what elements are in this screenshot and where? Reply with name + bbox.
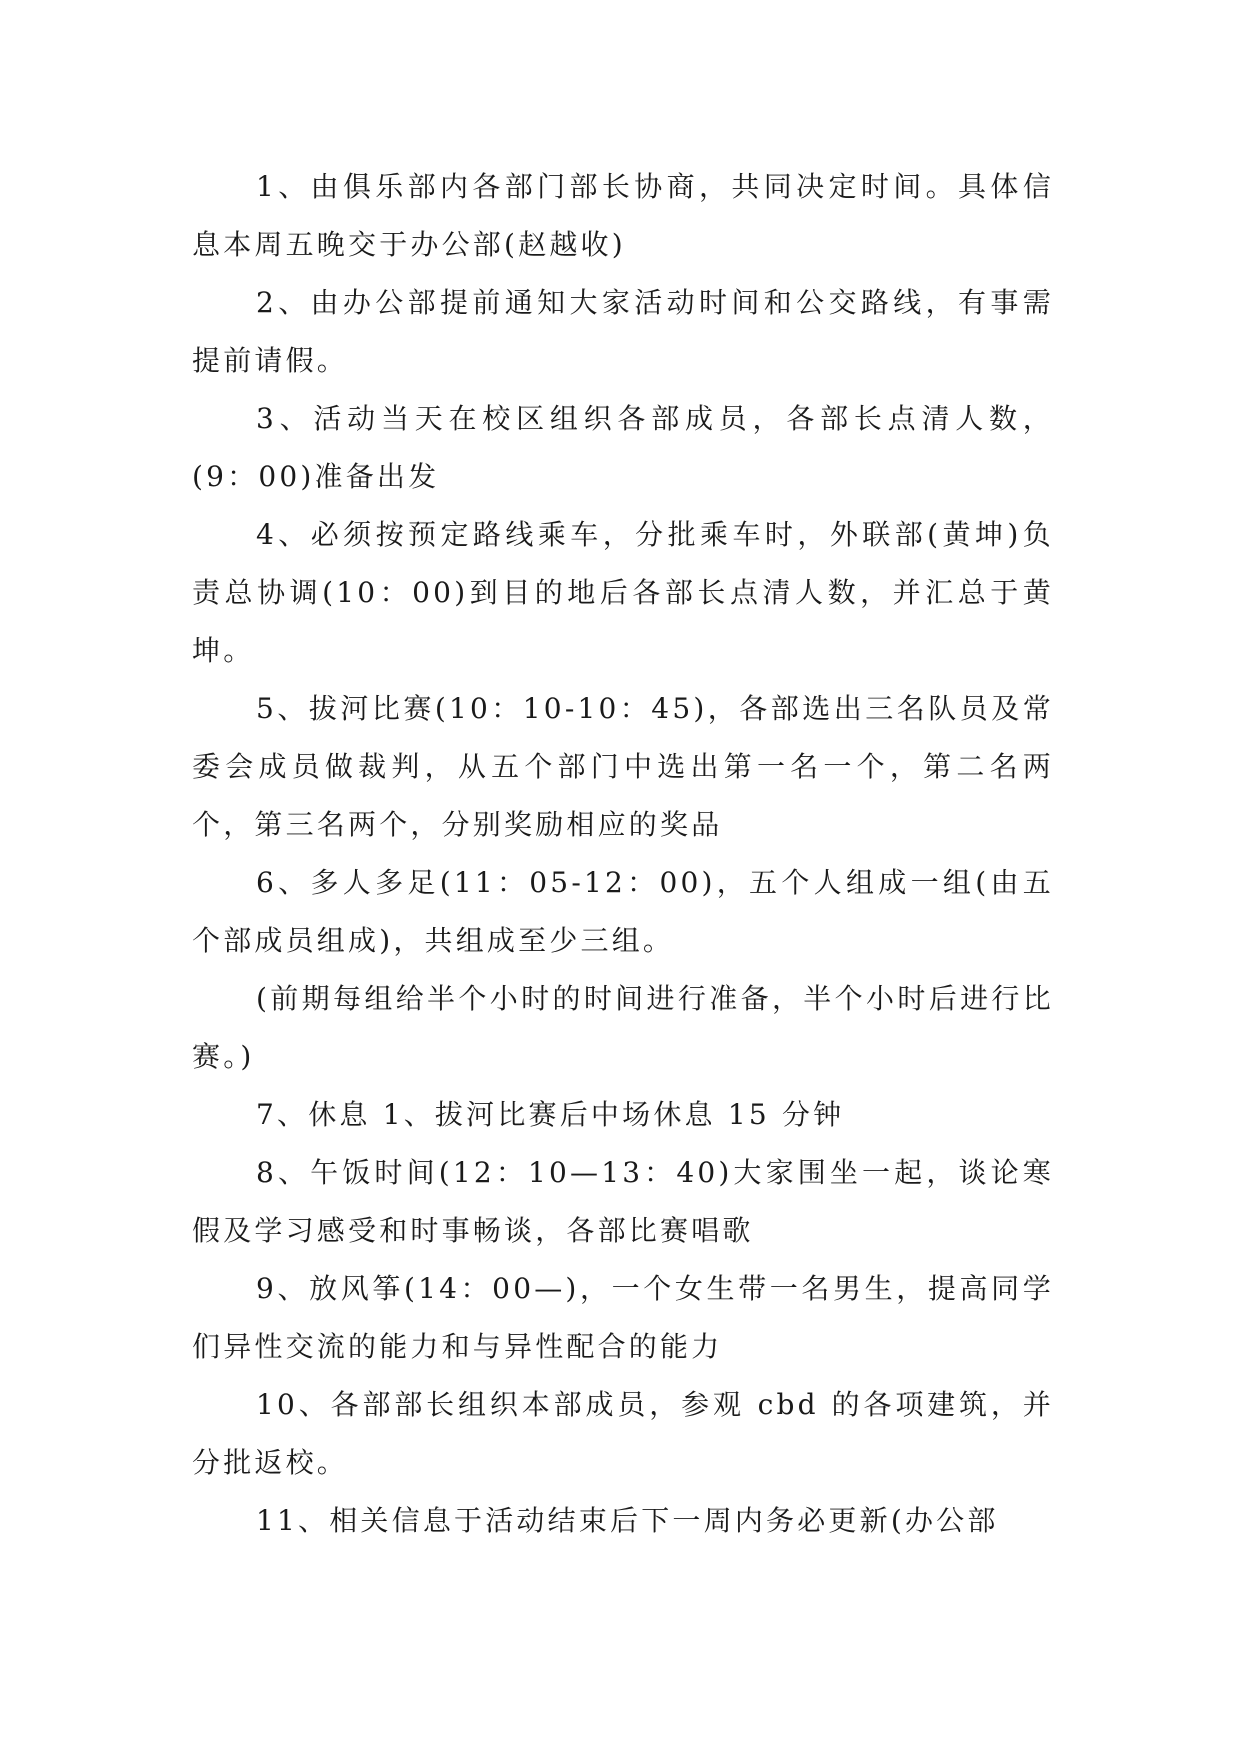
paragraph-5: 5、拔河比赛(10：10-10：45)，各部选出三名队员及常委会成员做裁判，从五个部门中选出第一名一个，第二名两个，第三名两个，分别奖励相应的奖品 xyxy=(192,692,1054,841)
paragraph-7: 7、休息 1、拔河比赛后中场休息 15 分钟 xyxy=(256,1098,845,1131)
paragraph-6-note: (前期每组给半个小时的时间进行准备，半个小时后进行比赛。) xyxy=(192,982,1054,1073)
paragraph-8: 8、午饭时间(12：10—13：40)大家围坐一起，谈论寒假及学习感受和时事畅谈，各部比赛唱歌 xyxy=(192,1156,1054,1247)
paragraph-1: 1、由俱乐部内各部门部长协商，共同决定时间。具体信息本周五晚交于办公部(赵越收) xyxy=(192,170,1054,261)
paragraph-11: 11、相关信息于活动结束后下一周内务必更新(办公部 xyxy=(256,1504,999,1537)
paragraph-9: 9、放风筝(14：00—)，一个女生带一名男生，提高同学们异性交流的能力和与异性配合的能力 xyxy=(192,1272,1054,1363)
document-body xyxy=(192,158,1054,1550)
paragraph-2: 2、由办公部提前通知大家活动时间和公交路线，有事需提前请假。 xyxy=(192,286,1054,377)
paragraph-10: 10、各部部长组织本部成员，参观 cbd 的各项建筑，并分批返校。 xyxy=(192,1388,1054,1479)
paragraph-3: 3、活动当天在校区组织各部成员，各部长点清人数，(9：00)准备出发 xyxy=(192,402,1054,493)
paragraph-4: 4、必须按预定路线乘车，分批乘车时，外联部(黄坤)负责总协调(10：00)到目的地后各部长点清人数，并汇总于黄坤。 xyxy=(192,518,1054,667)
paragraph-6: 6、多人多足(11：05-12：00)，五个人组成一组(由五个部成员组成)，共组成至少三组。 xyxy=(192,866,1054,957)
